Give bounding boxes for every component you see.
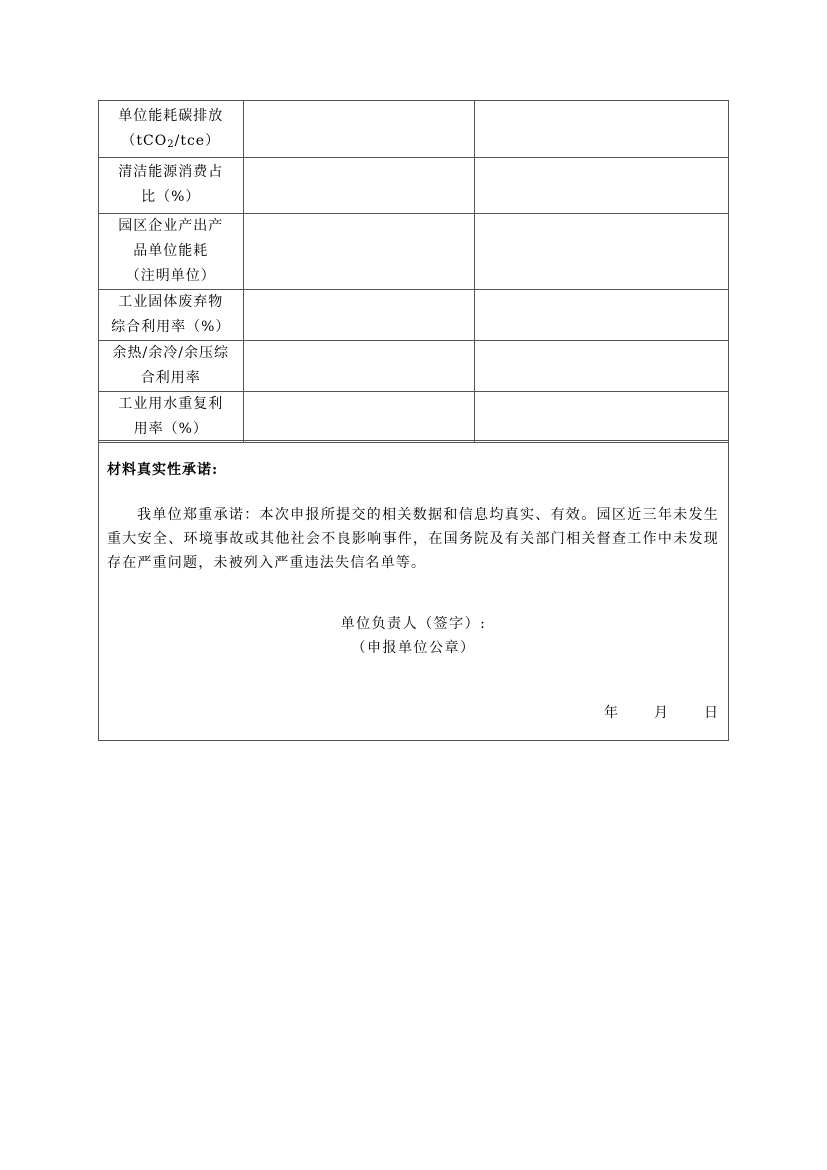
value-cell[interactable] (243, 101, 474, 157)
row-label-clean-energy: 清洁能源消费占 比（%） (99, 157, 243, 213)
row-label-water-reuse: 工业用水重复利 用率（%） (99, 391, 243, 442)
seal-label: （申报单位公章） (351, 640, 476, 656)
promise-body: 我单位郑重承诺：本次申报所提交的相关数据和信息均真实、有效。园区近三年未发生重大安全、环境事故或其他社会不良影响事件，在国务院及有关部门相关督查工作中未发现存在严重问题，未被列入严重违法失信名单等。 (107, 507, 719, 571)
table-row (99, 213, 728, 289)
table-row (99, 157, 728, 213)
value-cell[interactable] (243, 289, 474, 340)
value-cell[interactable] (474, 391, 728, 442)
value-cell[interactable] (243, 340, 474, 391)
value-cell[interactable] (474, 213, 728, 289)
value-cell[interactable] (474, 289, 728, 340)
signer-label: 单位负责人（签字）: (340, 616, 487, 632)
table-row (99, 391, 728, 442)
row-label-solid-waste: 工业固体废弃物 综合利用率（%） (99, 289, 243, 340)
date-line (604, 702, 718, 722)
value-cell[interactable] (474, 157, 728, 213)
table-row (99, 289, 728, 340)
row-label-carbon-emission: 单位能耗碳排放 （tCO$_2$/tce） (99, 101, 243, 157)
day-label: 日 (704, 705, 718, 721)
value-cell[interactable] (243, 391, 474, 442)
form-sheet (98, 100, 729, 741)
row-label-product-energy: 园区企业产出产 品单位能耗 （注明单位） (99, 213, 243, 289)
metrics-table (99, 101, 728, 443)
value-cell[interactable] (474, 340, 728, 391)
value-cell[interactable] (474, 101, 728, 157)
value-cell[interactable] (243, 157, 474, 213)
table-row (99, 340, 728, 391)
authenticity-promise-section (99, 440, 728, 741)
value-cell[interactable] (243, 213, 474, 289)
promise-title: 材料真实性承诺: (107, 462, 219, 478)
row-label-waste-heat: 余热/余冷/余压综 合利用率 (99, 340, 243, 391)
table-row (99, 101, 728, 157)
year-label: 年 (604, 705, 618, 721)
month-label: 月 (654, 705, 668, 721)
